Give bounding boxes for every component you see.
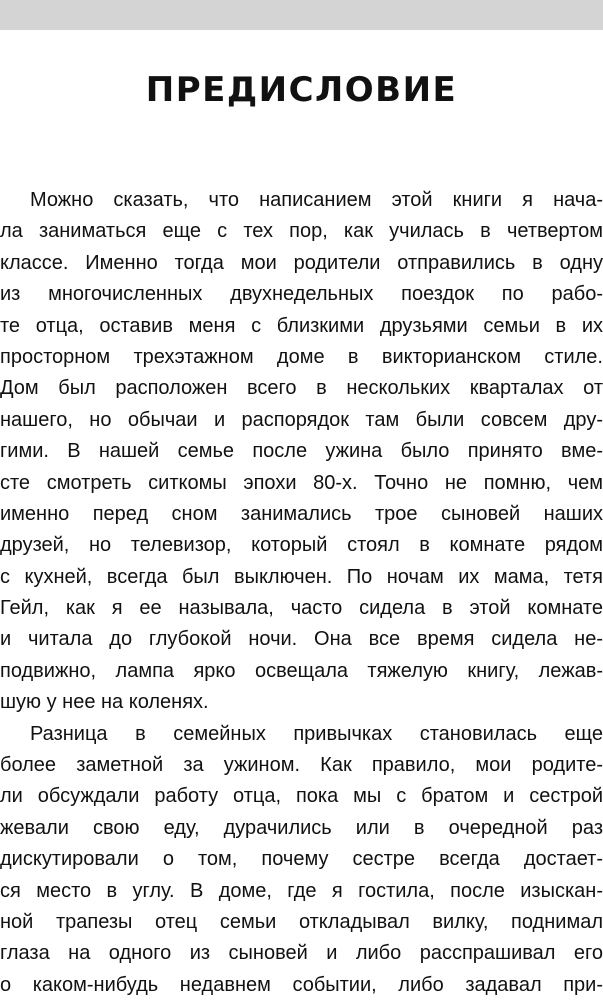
text-line: именно перед сном занимались трое сыновей наших — [0, 502, 603, 525]
text-line: дискутировали о том, почему сестре всегда достает- — [0, 848, 603, 871]
text-line: глаза на одного из сыновей и либо расспрашивал его — [0, 942, 603, 965]
body-text — [0, 185, 603, 1001]
text-line: жевали свою еду, дурачились или в очередной раз — [0, 816, 603, 839]
text-line: более заметной за ужином. Как правило, мои родите- — [0, 754, 603, 777]
text-line: Дом был расположен всего в нескольких кварталах от — [0, 377, 603, 400]
text-line: Гейл, как я ее называла, часто сидела в этой комнате — [0, 597, 603, 620]
text-line: просторном трехэтажном доме в викторианском стиле. — [0, 345, 603, 368]
text-line: подвижно, лампа ярко освещала тяжелую книгу, лежав- — [0, 659, 603, 682]
text-line: с кухней, всегда был выключен. По ночам их мама, тетя — [0, 565, 603, 588]
text-line: те отца, оставив меня с близкими друзьями семьи в их — [0, 314, 603, 337]
text-line: шую у нее на коленях. — [0, 691, 209, 714]
header-band — [0, 0, 603, 30]
text-line: ной трапезы отец семьи откладывал вилку, поднимал — [0, 910, 603, 933]
text-line: гими. В нашей семье после ужина было принято вме- — [0, 440, 603, 463]
text-line: нашего, но обычаи и распорядок там были совсем дру- — [0, 408, 603, 431]
text-line: ла заниматься еще с тех пор, как училась в четвертом — [0, 220, 603, 243]
text-line: Можно сказать, что написанием этой книги я нача- — [30, 189, 603, 211]
text-line: классе. Именно тогда мои родители отправились в одну — [0, 251, 603, 274]
text-line: и читала до глубокой ночи. Она все время сидела не- — [0, 628, 603, 651]
text-line: ся место в углу. В доме, где я гостила, после изыскан- — [0, 879, 603, 902]
text-line: ли обсуждали работу отца, пока мы с братом и сестрой — [0, 785, 603, 808]
text-line: о каком-нибудь недавнем событии, либо задавал при- — [0, 973, 603, 996]
text-line: друзей, но телевизор, который стоял в комнате рядом — [0, 534, 603, 557]
text-line: Разница в семейных привычках становилась еще — [30, 722, 603, 745]
chapter-title: ПРЕДИСЛОВИЕ — [145, 70, 458, 110]
text-line: из многочисленных двухнедельных поездок по рабо- — [0, 283, 603, 306]
text-line: сте смотреть ситкомы эпохи 80-х. Точно не помню, чем — [0, 471, 603, 494]
paragraph — [0, 185, 603, 719]
